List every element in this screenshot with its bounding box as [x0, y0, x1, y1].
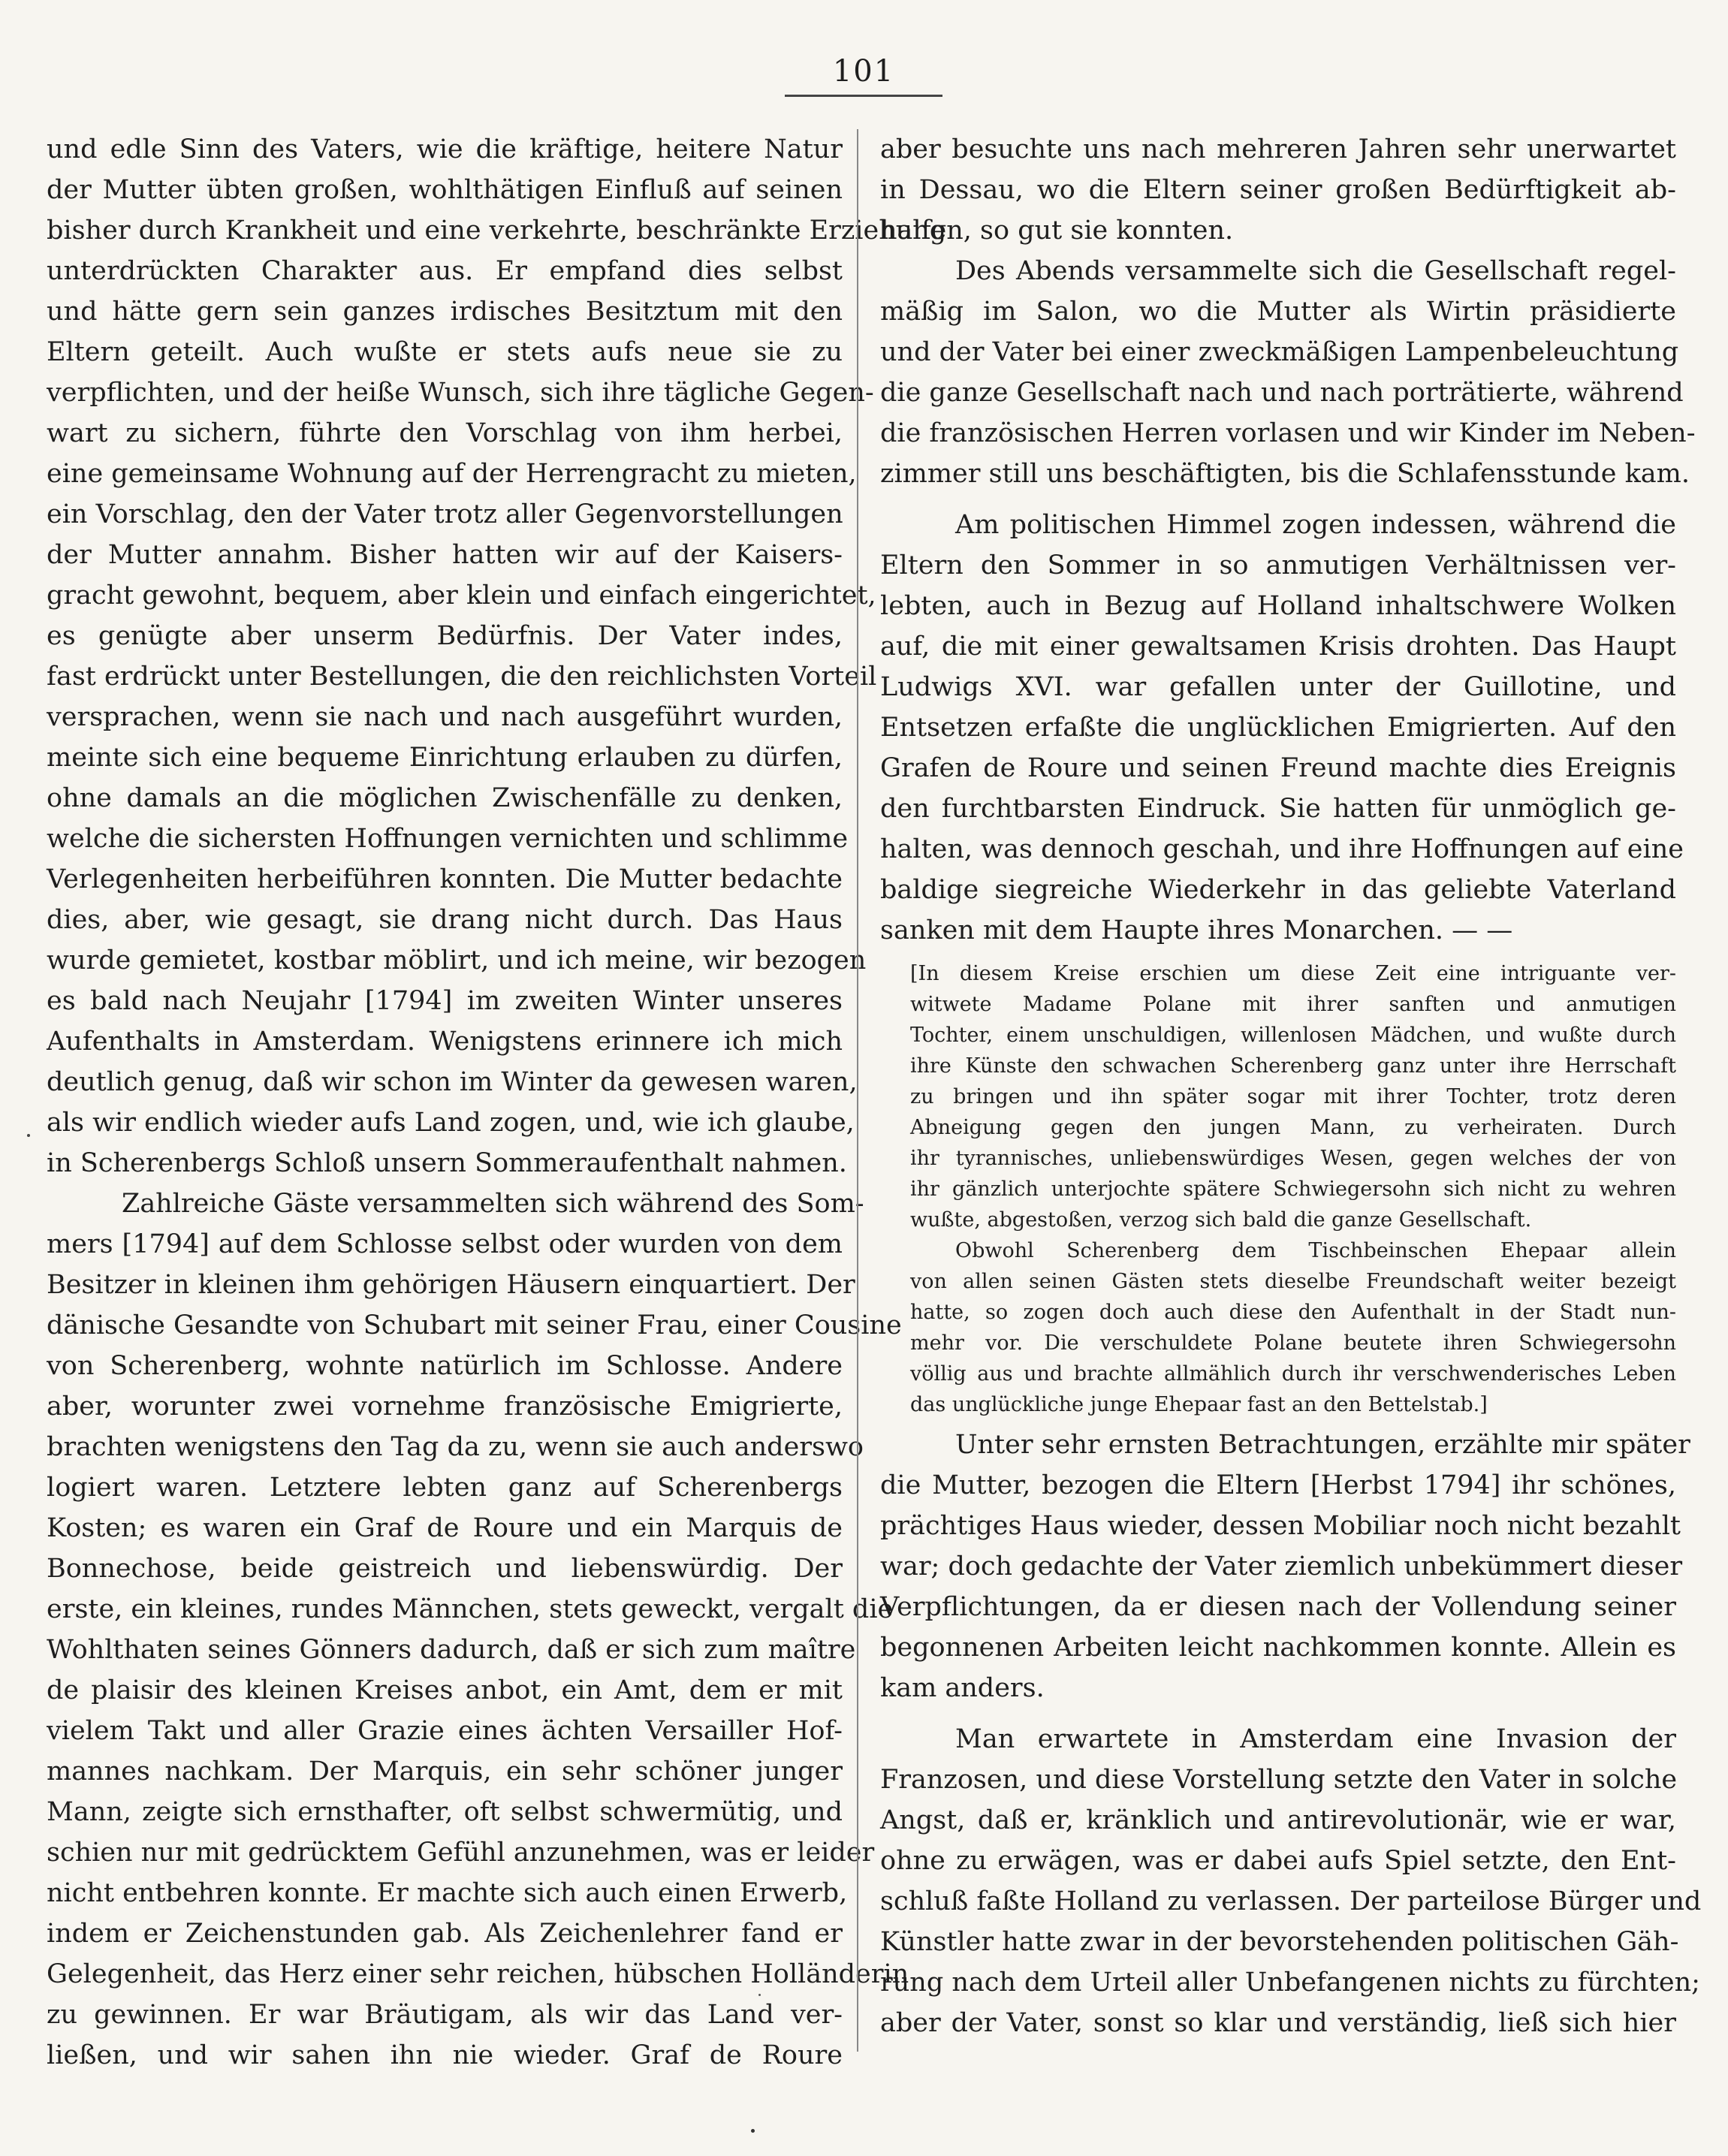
text-line: Man erwartete in Amsterdam eine Invasion der: [955, 1724, 1676, 1754]
text-line: ließen, und wir sahen ihn nie wieder. Graf de Roure: [47, 2040, 843, 2070]
print-speck: [758, 1994, 761, 1996]
text-line: nicht entbehren konnte. Er machte sich auch einen Erwerb,: [47, 1878, 848, 1908]
text-line: hatte, so zogen doch auch diese den Aufenthalt in der Stadt nun-: [910, 1301, 1676, 1324]
text-line: vielem Takt und aller Grazie eines ächten Versailler Hof-: [47, 1716, 843, 1746]
text-line: Tochter, einem unschuldigen, willenlosen Mädchen, und wußte durch: [910, 1024, 1676, 1047]
text-line: zu bringen und ihn später sogar mit ihrer Tochter, trotz deren: [910, 1085, 1676, 1108]
text-line: Eltern geteilt. Auch wußte er stets aufs neue sie zu: [47, 337, 843, 367]
text-line: bisher durch Krankheit und eine verkehrte, beschränkte Erziehung: [47, 216, 947, 246]
text-line: rung nach dem Urteil aller Unbefangenen nichts zu fürchten;: [880, 1968, 1700, 1998]
text-line: die ganze Gesellschaft nach und nach porträtierte, während: [880, 378, 1684, 408]
text-line: Bonnechose, beide geistreich und liebenswürdig. Der: [47, 1554, 843, 1584]
text-line: prächtiges Haus wieder, dessen Mobiliar noch nicht bezahlt: [880, 1511, 1681, 1541]
text-line: die Mutter, bezogen die Eltern [Herbst 1794] ihr schönes,: [880, 1470, 1676, 1500]
text-line: schluß faßte Holland zu verlassen. Der parteilose Bürger und: [880, 1886, 1702, 1916]
text-line: das unglückliche junge Ehepaar fast an den Bettelstab.]: [910, 1393, 1488, 1416]
text-line: sanken mit dem Haupte ihres Monarchen. — —: [880, 915, 1513, 945]
text-line: Unter sehr ernsten Betrachtungen, erzählte mir später: [955, 1430, 1690, 1460]
text-line: mannes nachkam. Der Marquis, ein sehr schöner junger: [47, 1756, 843, 1787]
text-line: witwete Madame Polane mit ihrer sanften und anmutigen: [910, 993, 1676, 1016]
text-line: de plaisir des kleinen Kreises anbot, ein Amt, dem er mit: [47, 1675, 843, 1705]
text-line: halten, was dennoch geschah, und ihre Hoffnungen auf eine: [880, 834, 1684, 864]
text-line: dies, aber, wie gesagt, sie drang nicht durch. Das Haus: [47, 905, 843, 935]
text-line: Kosten; es waren ein Graf de Roure und ein Marquis de: [47, 1513, 843, 1543]
paragraph-gap: [880, 494, 1676, 505]
text-line: lebten, auch in Bezug auf Holland inhaltschwere Wolken: [880, 591, 1676, 621]
text-line: Wohlthaten seines Gönners dadurch, daß er sich zum maître: [47, 1635, 856, 1665]
text-line: Gelegenheit, das Herz einer sehr reichen, hübschen Holländerin: [47, 1959, 909, 1989]
text-line: brachten wenigstens den Tag da zu, wenn sie auch anderswo: [47, 1432, 864, 1462]
text-line: deutlich genug, daß wir schon im Winter da gewesen waren,: [47, 1067, 858, 1097]
text-line: Entsetzen erfaßte die unglücklichen Emigrierten. Auf den: [880, 713, 1676, 743]
text-line: Angst, daß er, kränklich und antirevolutionär, wie er war,: [880, 1805, 1676, 1835]
text-line: und der Vater bei einer zweckmäßigen Lampenbeleuchtung: [880, 337, 1679, 367]
text-line: begonnenen Arbeiten leicht nachkommen konnte. Allein es: [880, 1633, 1676, 1663]
text-line: logiert waren. Letztere lebten ganz auf Scherenbergs: [47, 1473, 843, 1503]
text-line: Aufenthalts in Amsterdam. Wenigstens erinnere ich mich: [47, 1027, 843, 1057]
text-line: wußte, abgestoßen, verzog sich bald die ganze Gesellschaft.: [910, 1208, 1532, 1232]
text-line: von allen seinen Gästen stets dieselbe Freundschaft weiter bezeigt: [910, 1270, 1676, 1293]
page-number-rule: [785, 95, 942, 97]
text-line: es genügte aber unserm Bedürfnis. Der Vater indes,: [47, 621, 843, 651]
page-number: 101: [832, 54, 895, 89]
bracketed-note: [880, 951, 1676, 1425]
print-speck: [27, 1134, 30, 1137]
text-line: völlig aus und brachte allmählich durch ihr verschwenderisches Leben: [910, 1362, 1676, 1386]
text-line: fast erdrückt unter Bestellungen, die den reichlichsten Vorteil: [47, 662, 877, 692]
text-line: ohne zu erwägen, was er dabei aufs Spiel setzte, den Ent-: [880, 1846, 1676, 1876]
left-column: [47, 129, 947, 2076]
text-line: Am politischen Himmel zogen indessen, während die: [955, 510, 1676, 540]
right-column-bottom-text: [880, 1425, 1702, 2043]
text-line: ihre Künste den schwachen Scherenberg ganz unter ihre Herrschaft: [910, 1054, 1676, 1078]
text-line: war; doch gedachte der Vater ziemlich unbekümmert dieser: [880, 1551, 1683, 1582]
text-line: erste, ein kleines, rundes Männchen, stets geweckt, vergalt die: [47, 1594, 894, 1624]
text-line: indem er Zeichenstunden gab. Als Zeichenlehrer fand er: [47, 1919, 843, 1949]
text-line: Eltern den Sommer in so anmutigen Verhältnissen ver-: [880, 550, 1676, 580]
text-line: Mann, zeigte sich ernsthafter, oft selbst schwermütig, und: [47, 1797, 843, 1827]
text-line: aber der Vater, sonst so klar und verständig, ließ sich hier: [880, 2008, 1676, 2038]
column-divider: [857, 129, 858, 2052]
text-line: verpflichten, und der heiße Wunsch, sich ihre tägliche Gegen-: [47, 378, 874, 408]
print-speck: [751, 2129, 755, 2133]
text-line: aber besuchte uns nach mehreren Jahren sehr unerwartet: [880, 134, 1676, 164]
text-line: unterdrückten Charakter aus. Er empfand dies selbst: [47, 256, 843, 286]
text-line: Grafen de Roure und seinen Freund machte dies Ereignis: [880, 753, 1676, 783]
text-line: Abneigung gegen den jungen Mann, zu verheiraten. Durch: [910, 1116, 1676, 1139]
text-line: meinte sich eine bequeme Einrichtung erlauben zu dürfen,: [47, 743, 843, 773]
text-line: von Scherenberg, wohnte natürlich im Schlosse. Andere: [47, 1351, 843, 1381]
paragraph-gap: [880, 1708, 1676, 1719]
text-line: schien nur mit gedrücktem Gefühl anzunehmen, was er leider: [47, 1838, 875, 1868]
text-line: der Mutter übten großen, wohlthätigen Einfluß auf seinen: [47, 175, 843, 205]
text-line: zimmer still uns beschäftigten, bis die Schlafensstunde kam.: [880, 459, 1690, 489]
text-line: in Scherenbergs Schloß unsern Sommeraufenthalt nahmen.: [47, 1148, 847, 1178]
text-line: dänische Gesandte von Schubart mit seiner Frau, einer Cousine: [47, 1310, 902, 1340]
text-line: in Dessau, wo die Eltern seiner großen Bedürftigkeit ab-: [880, 175, 1676, 205]
text-line: ihr gänzlich unterjochte spätere Schwiegersohn sich nicht zu wehren: [910, 1178, 1676, 1201]
text-line: baldige siegreiche Wiederkehr in das geliebte Vaterland: [880, 875, 1676, 905]
text-line: und edle Sinn des Vaters, wie die kräftige, heitere Natur: [47, 134, 843, 164]
text-line: Ludwigs XVI. war gefallen unter der Guillotine, und: [880, 672, 1676, 702]
text-line: mehr vor. Die verschuldete Polane beutete ihren Schwiegersohn: [910, 1331, 1676, 1355]
right-column-top-text: [880, 129, 1696, 951]
text-line: ihr tyrannisches, unliebenswürdiges Wesen, gegen welches der von: [910, 1147, 1676, 1170]
text-line: Verpflichtungen, da er diesen nach der Vollendung seiner: [880, 1592, 1676, 1622]
text-line: der Mutter annahm. Bisher hatten wir auf der Kaisers-: [47, 540, 843, 570]
text-line: aber, worunter zwei vornehme französische Emigrierte,: [47, 1392, 843, 1422]
text-line: als wir endlich wieder aufs Land zogen, und, wie ich glaube,: [47, 1108, 855, 1138]
text-line: Besitzer in kleinen ihm gehörigen Häusern einquartiert. Der: [47, 1270, 855, 1300]
text-line: wart zu sichern, führte den Vorschlag von ihm herbei,: [47, 418, 843, 448]
text-line: halfen, so gut sie konnten.: [880, 216, 1234, 246]
text-line: welche die sichersten Hoffnungen vernichten und schlimme: [47, 824, 849, 854]
text-line: ein Vorschlag, den der Vater trotz aller Gegenvorstellungen: [47, 499, 843, 529]
text-line: auf, die mit einer gewaltsamen Krisis drohten. Das Haupt: [880, 632, 1676, 662]
text-line: und hätte gern sein ganzes irdisches Besitztum mit den: [47, 297, 843, 327]
text-line: es bald nach Neujahr [1794] im zweiten Winter unseres: [47, 986, 843, 1016]
text-line: den furchtbarsten Eindruck. Sie hatten für unmöglich ge-: [880, 794, 1676, 824]
text-line: gracht gewohnt, bequem, aber klein und einfach eingerichtet,: [47, 580, 876, 611]
text-line: wurde gemietet, kostbar möblirt, und ich meine, wir bezogen: [47, 945, 867, 975]
text-line: Verlegenheiten herbeiführen konnten. Die Mutter bedachte: [47, 864, 843, 894]
text-line: eine gemeinsame Wohnung auf der Herrengracht zu mieten,: [47, 459, 857, 489]
text-line: Künstler hatte zwar in der bevorstehenden politischen Gäh-: [880, 1927, 1679, 1957]
text-line: kam anders.: [880, 1673, 1045, 1703]
text-line: zu gewinnen. Er war Bräutigam, als wir das Land ver-: [47, 2000, 843, 2030]
text-line: versprachen, wenn sie nach und nach ausgeführt wurden,: [47, 702, 843, 732]
text-line: Obwohl Scherenberg dem Tischbeinschen Ehepaar allein: [955, 1239, 1676, 1262]
text-line: mäßig im Salon, wo die Mutter als Wirtin präsidierte: [880, 297, 1676, 327]
text-line: Franzosen, und diese Vorstellung setzte den Vater in solche: [880, 1765, 1678, 1795]
text-line: ohne damals an die möglichen Zwischenfälle zu denken,: [47, 783, 843, 813]
text-line: Des Abends versammelte sich die Gesellschaft regel-: [955, 256, 1676, 286]
text-line: die französischen Herren vorlasen und wir Kinder im Neben-: [880, 418, 1696, 448]
text-line: mers [1794] auf dem Schlosse selbst oder wurden von dem: [47, 1229, 843, 1259]
text-line: [In diesem Kreise erschien um diese Zeit eine intriguante ver-: [910, 962, 1676, 985]
right-column: [880, 129, 1702, 2043]
text-line: Zahlreiche Gäste versammelten sich während des Som-: [122, 1189, 864, 1219]
